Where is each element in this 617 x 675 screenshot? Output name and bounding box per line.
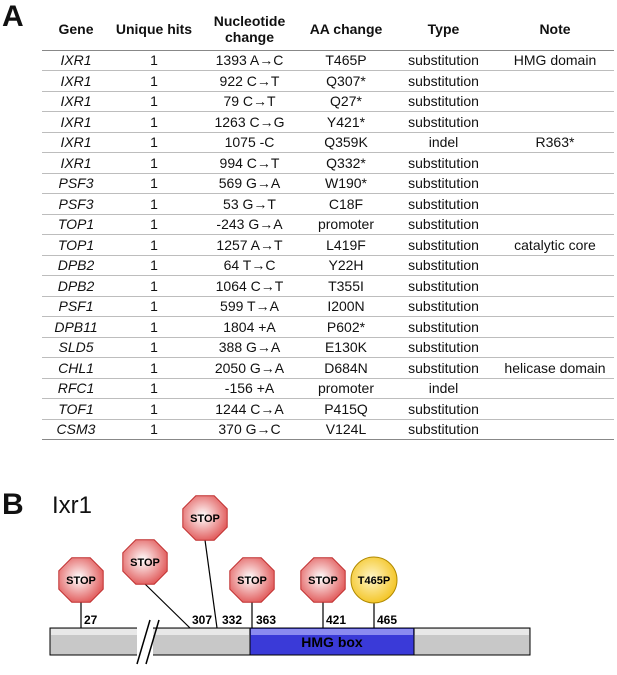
cell-type: substitution <box>391 255 496 276</box>
mutation-markers <box>59 496 398 628</box>
cell-aa: promoter <box>301 214 391 235</box>
bar-highlight-right <box>415 629 529 635</box>
cell-hits: 1 <box>110 50 198 71</box>
cell-type: substitution <box>391 296 496 317</box>
cell-nucleotide: 1257 A→T <box>198 235 301 256</box>
residue-position-label: 465 <box>377 613 398 627</box>
cell-aa: Q332* <box>301 153 391 174</box>
cell-aa: W190* <box>301 173 391 194</box>
cell-hits: 1 <box>110 91 198 112</box>
cell-hits: 1 <box>110 276 198 297</box>
cell-gene: TOF1 <box>42 399 110 420</box>
cell-type: substitution <box>391 153 496 174</box>
cell-hits: 1 <box>110 71 198 92</box>
cell-aa: P602* <box>301 317 391 338</box>
cell-aa: Q359K <box>301 132 391 153</box>
cell-nucleotide: 922 C→T <box>198 71 301 92</box>
cell-type: substitution <box>391 112 496 133</box>
cell-nucleotide: 1804 +A <box>198 317 301 338</box>
panel-a-label: A <box>2 0 24 33</box>
cell-hits: 1 <box>110 153 198 174</box>
cell-hits: 1 <box>110 378 198 399</box>
cell-type: substitution <box>391 50 496 71</box>
cell-type: indel <box>391 378 496 399</box>
cell-nucleotide: 53 G→T <box>198 194 301 215</box>
cell-aa: C18F <box>301 194 391 215</box>
cell-gene: IXR1 <box>42 71 110 92</box>
cell-aa: Q307* <box>301 71 391 92</box>
cell-hits: 1 <box>110 194 198 215</box>
cell-hits: 1 <box>110 132 198 153</box>
cell-aa: L419F <box>301 235 391 256</box>
cell-nucleotide: 64 T→C <box>198 255 301 276</box>
cell-gene: IXR1 <box>42 50 110 71</box>
cell-hits: 1 <box>110 112 198 133</box>
cell-aa: E130K <box>301 337 391 358</box>
cell-aa: promoter <box>301 378 391 399</box>
residue-position-label: 332 <box>222 613 243 627</box>
cell-gene: IXR1 <box>42 153 110 174</box>
cell-nucleotide: 599 T→A <box>198 296 301 317</box>
cell-type: substitution <box>391 399 496 420</box>
cell-nucleotide: 79 C→T <box>198 91 301 112</box>
cell-type: substitution <box>391 173 496 194</box>
cell-type: substitution <box>391 235 496 256</box>
cell-nucleotide: 388 G→A <box>198 337 301 358</box>
cell-hits: 1 <box>110 214 198 235</box>
cell-gene: TOP1 <box>42 214 110 235</box>
cell-gene: CSM3 <box>42 419 110 440</box>
cell-aa: I200N <box>301 296 391 317</box>
cell-gene: PSF3 <box>42 173 110 194</box>
header-type: Type <box>427 21 460 38</box>
cell-note: catalytic core <box>496 235 614 256</box>
stop-label: STOP <box>130 557 160 569</box>
cell-type: indel <box>391 132 496 153</box>
cell-aa: Y22H <box>301 255 391 276</box>
hmg-box-label: HMG box <box>301 634 363 650</box>
cell-type: substitution <box>391 194 496 215</box>
cell-hits: 1 <box>110 173 198 194</box>
cell-type: substitution <box>391 276 496 297</box>
cell-hits: 1 <box>110 296 198 317</box>
cell-note: helicase domain <box>496 358 614 379</box>
stop-label: STOP <box>237 575 267 587</box>
cell-hits: 1 <box>110 419 198 440</box>
cell-gene: TOP1 <box>42 235 110 256</box>
cell-type: substitution <box>391 358 496 379</box>
residue-position-label: 421 <box>326 613 347 627</box>
cell-aa: P415Q <box>301 399 391 420</box>
cell-gene: PSF3 <box>42 194 110 215</box>
cell-aa: Y421* <box>301 112 391 133</box>
residue-position-label: 307 <box>192 613 213 627</box>
residue-position-label: 27 <box>84 613 98 627</box>
cell-nucleotide: 569 G→A <box>198 173 301 194</box>
cell-type: substitution <box>391 71 496 92</box>
cell-nucleotide: 370 G→C <box>198 419 301 440</box>
cell-nucleotide: 2050 G→A <box>198 358 301 379</box>
cell-nucleotide: 1075 -C <box>198 132 301 153</box>
cell-gene: IXR1 <box>42 91 110 112</box>
cell-gene: IXR1 <box>42 112 110 133</box>
cell-hits: 1 <box>110 358 198 379</box>
cell-hits: 1 <box>110 337 198 358</box>
cell-gene: DPB2 <box>42 255 110 276</box>
cell-nucleotide: 1064 C→T <box>198 276 301 297</box>
cell-aa: V124L <box>301 419 391 440</box>
cell-type: substitution <box>391 317 496 338</box>
protein-name: Ixr1 <box>52 492 93 519</box>
cell-nucleotide: 1393 A→C <box>198 50 301 71</box>
cell-gene: RFC1 <box>42 378 110 399</box>
residue-position-label: 363 <box>256 613 277 627</box>
axis-break-gap <box>137 618 153 666</box>
header-note: Note <box>539 21 571 38</box>
cell-nucleotide: -156 +A <box>198 378 301 399</box>
cell-type: substitution <box>391 337 496 358</box>
stop-label: STOP <box>190 513 220 525</box>
cell-aa: T465P <box>301 50 391 71</box>
cell-gene: PSF1 <box>42 296 110 317</box>
cell-nucleotide: 1263 C→G <box>198 112 301 133</box>
header-aa-change: AA change <box>309 21 383 38</box>
panel-b-label: B <box>2 488 24 521</box>
cell-note: R363* <box>496 132 614 153</box>
header-gene: Gene <box>58 21 94 38</box>
cell-nucleotide: 1244 C→A <box>198 399 301 420</box>
cell-hits: 1 <box>110 399 198 420</box>
substitution-label: T465P <box>357 575 391 587</box>
cell-aa: D684N <box>301 358 391 379</box>
cell-aa: Q27* <box>301 91 391 112</box>
cell-type: substitution <box>391 214 496 235</box>
cell-hits: 1 <box>110 235 198 256</box>
cell-type: substitution <box>391 419 496 440</box>
cell-gene: DPB2 <box>42 276 110 297</box>
cell-hits: 1 <box>110 255 198 276</box>
cell-hits: 1 <box>110 317 198 338</box>
cell-nucleotide: 994 C→T <box>198 153 301 174</box>
cell-type: substitution <box>391 91 496 112</box>
cell-gene: IXR1 <box>42 132 110 153</box>
cell-nucleotide: -243 G→A <box>198 214 301 235</box>
cell-gene: DPB11 <box>42 317 110 338</box>
header-unique-hits: Unique hits <box>115 21 193 38</box>
cell-aa: T355I <box>301 276 391 297</box>
cell-note: HMG domain <box>496 50 614 71</box>
stop-label: STOP <box>308 575 338 587</box>
cell-gene: SLD5 <box>42 337 110 358</box>
stop-label: STOP <box>66 575 96 587</box>
cell-gene: CHL1 <box>42 358 110 379</box>
header-nucleotide-change: Nucleotide change <box>213 13 286 46</box>
